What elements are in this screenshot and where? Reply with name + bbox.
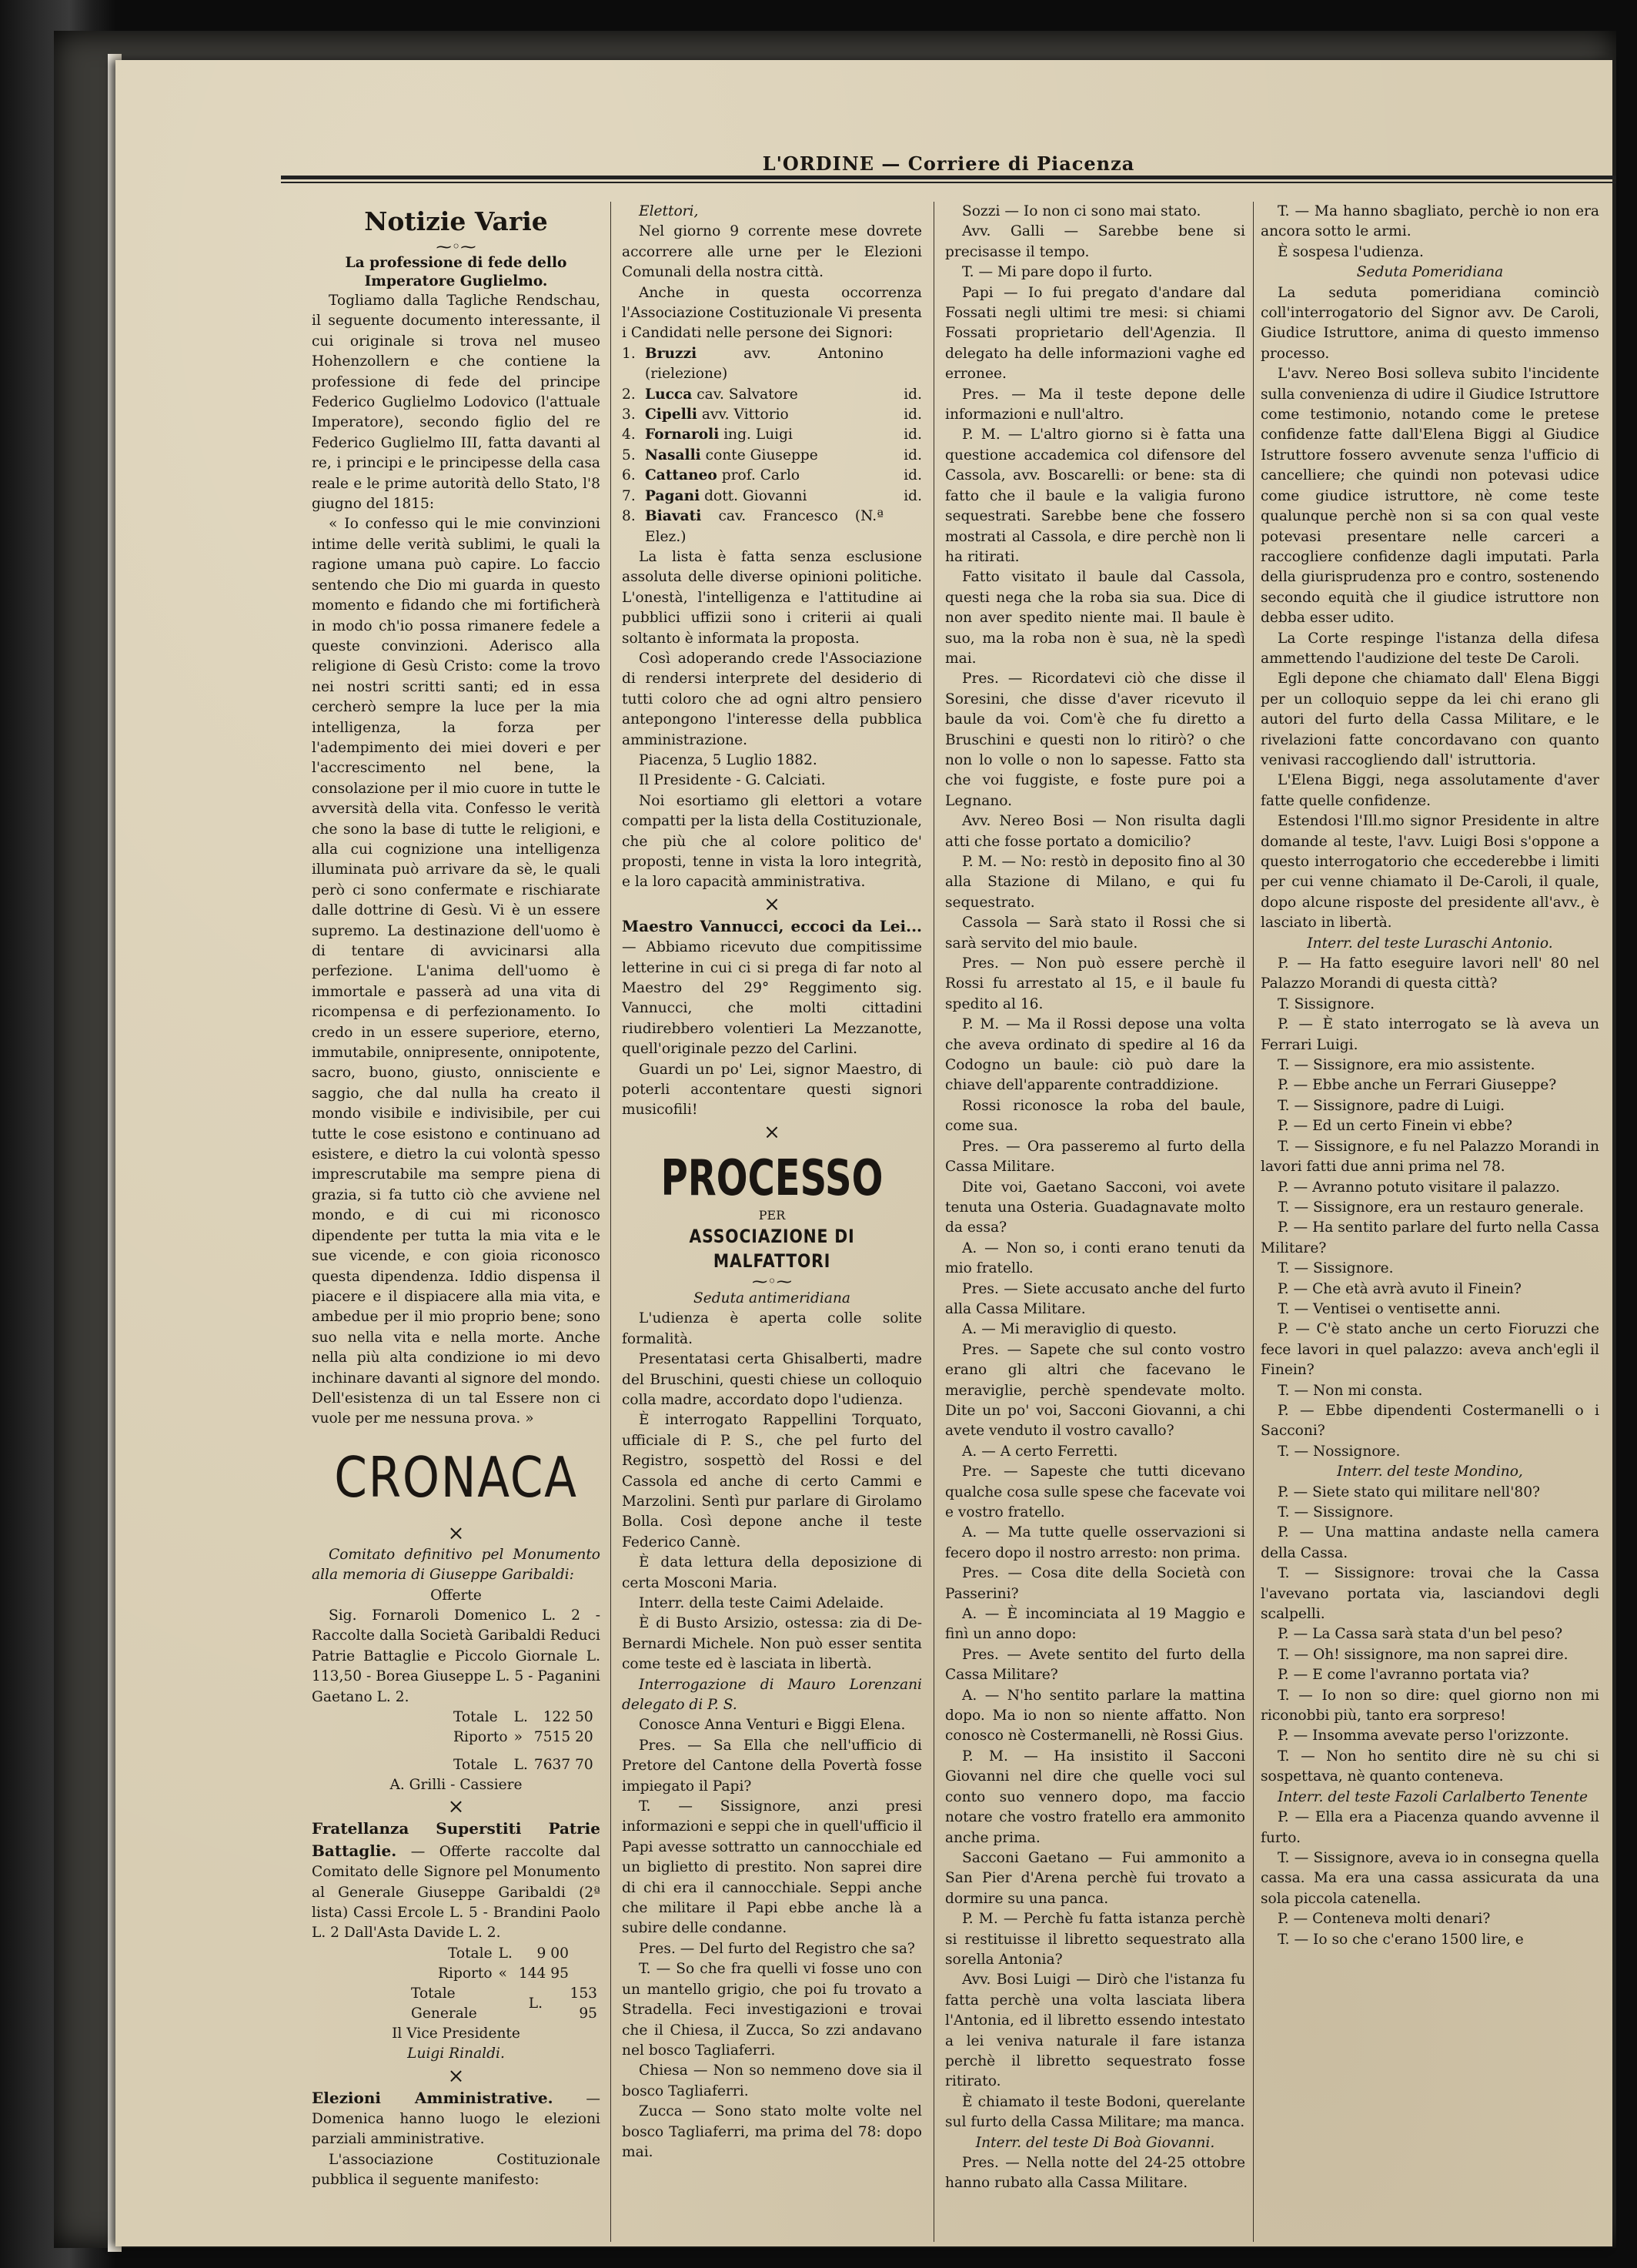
paragraph: Pres. — Cosa dite della Società con Passerini? [945,1565,1245,1602]
paragraph: P. M. — Ha insistito il Sacconi Giovanni nel dire che quelle voci sul conto suo vennero dopo, ma faccio notare che vostro fratello era ammonito anche prima. [945,1748,1245,1846]
candidate-number: 6. [622,467,636,484]
candidate-number: 1. [622,345,636,362]
paragraph: P. M. — No: restò in deposito fino al 30 alla Stazione di Milano, e qui fu sequestrato. [945,854,1245,911]
paragraph: Nel giorno 9 corrente mese dovrete accorrere alle urne per le Elezioni Comunali della nostra città. [622,223,922,281]
candidate-row [622,425,922,445]
candidate-surname: Pagani [645,487,700,504]
paragraph: T. — Sissignore, e fu nel Palazzo Morandi in lavori fatti due anni prima nel 78. [1261,1138,1599,1176]
paragraph: T. — Io non so dire: quel giorno non mi riconobbi più, tanto era sorpreso! [1261,1687,1599,1724]
paragraph: Rossi riconosce la roba del baule, come sua. [945,1097,1245,1135]
article-headline: Comitato definitivo pel Monumento alla memoria di Giuseppe Garibaldi: [312,1546,600,1584]
candidate-row [622,344,922,385]
paragraph: Noi esortiamo gli elettori a votare compatti per la lista della Costituzionale, che più che al colore politico de' proposti, tenne in vista la loro integrità, e la loro capacità amministrativa. [622,792,922,891]
separator-cross: × [763,1120,780,1144]
total-label: Totale Generale [411,1985,477,2022]
ornament: ⁓◦⁓ [436,237,476,256]
paragraph: P. M. — L'altro giorno si è fatta una questione accademica col difensore del Cassola, avv. Boscarelli: or bene: sta di fatto che il baule e la valigia furono sequestrati. Sarebbe bene che fossero mostrati al Cassola, e dire perchè non li ha ritirati. [945,427,1245,565]
paragraph: — Abbiamo ricevuto due compitissime letterine in cui ci si prega di far noto al Maestro del 29° Reggimento sig. Vannucci, che molti cittadini riudirebbero volentieri La Mezzanotte, quell'originale pezzo del Carlini. [622,939,922,1058]
candidate-number: 5. [622,447,636,463]
masthead: L'ORDINE — Corriere di Piacenza [762,152,1135,175]
paragraph: Avv. Galli — Sarebbe bene si precisasse il tempo. [945,223,1245,260]
subheading: Interr. del teste Fazoli Carlalberto Tenente [1278,1788,1588,1805]
paragraph: La lista è fatta senza esclusione assoluta delle diverse opinioni politiche. L'onestà, l'intelligenza e l'attitudine ai pubblici uffizii sono i criterii ai quali soltanto è informata la proposta. [622,548,922,647]
paragraph: Pres. — Nella notte del 24-25 ottobre hanno rubato alla Cassa Militare. [945,2155,1245,2192]
subheading: Interr. del teste Di Boà Giovanni. [975,2134,1215,2151]
subheading: Seduta Pomeridiana [1356,264,1504,281]
candidate-details: cav. Salvatore [697,386,798,403]
paragraph: P. M. — Perchè fu fatta istanza perchè si restituisse il libretto sequestrato alla sorella Antonia? [945,1911,1245,1968]
candidate-surname: Cipelli [645,406,697,423]
totals-table [450,1708,596,1775]
paragraph: L'Elena Biggi, nega assolutamente d'aver fatte quelle confidenze. [1261,772,1599,809]
paragraph: — Domenica hanno luogo le elezioni parziali amministrative. [312,2090,600,2148]
section-title-processo: PROCESSO [660,1149,884,1207]
total-value: 9 00 [536,1945,569,1962]
candidate-row [622,385,922,405]
column-4 [1261,202,1599,2246]
paragraph: Togliamo dalla Tagliche Rendschau, il seguente documento interessante, il cui originale si trova nel museo Hohenzollern e che contiene la professione di fede del principe Federico Guglielmo Lodovico (l'attuale Imperatore), secondo figlio del re Federico Guglielmo III, fatta davanti al re, i principi e le principesse della casa reale e le prime autorità dello Stato, l'8 giugno del 1815: [312,293,600,513]
candidate-details: prof. Carlo [721,467,800,484]
salutation: Elettori, [639,203,699,219]
candidate-id: id. [904,427,922,443]
total-label: Totale [453,1757,498,1773]
candidate-details: dott. Giovanni [704,487,807,504]
paragraph: T. — Mi pare dopo il furto. [962,264,1153,281]
paragraph: Dite voi, Gaetano Sacconi, voi avete tenuta una Osteria. Guadagnavate molto da essa? [945,1179,1245,1236]
paragraph: T. — Ventisei o ventisette anni. [1278,1300,1501,1317]
currency: L. [498,1945,513,1962]
total-value: 7637 70 [533,1757,593,1773]
paragraph: È data lettura della deposizione di certa Mosconi Maria. [622,1554,922,1591]
paragraph: La Corte respinge l'istanza della difesa ammettendo l'audizione del teste De Caroli. [1261,630,1599,667]
paragraph: P. — La Cassa sarà stata d'un bel peso? [1278,1626,1563,1643]
currency: » [513,1729,523,1745]
candidate-surname: Cattaneo [645,467,717,484]
currency: L. [528,1995,543,2012]
paragraph: T. — Ma hanno sbagliato, perchè io non era ancora sotto le armi. [1261,203,1599,240]
candidate-row [622,466,922,486]
article-headline: Maestro Vannucci, eccoci da Lei... [622,916,922,935]
candidate-row [622,507,922,547]
candidate-id: id. [904,487,922,504]
paragraph: T. — Io so che c'erano 1500 lire, e [1278,1931,1524,1948]
paragraph: T. — Sissignore: trovai che la Cassa l'avevano portata via, lasciandovi degli scalpelli. [1261,1565,1599,1623]
section-subtitle: PER [758,1207,786,1223]
paragraph: T. — Sissignore. [1278,1504,1394,1520]
candidate-number: 4. [622,427,636,443]
candidate-id: id. [904,467,922,484]
paragraph: Pres. — Ma il teste depone delle informazioni e null'altro. [945,386,1245,423]
paragraph: Avv. Nereo Bosi — Non risulta dagli atti che fosse portato a domicilio? [945,813,1245,850]
section-subtitle: ASSOCIAZIONE DI MALFATTORI [689,1225,855,1272]
paragraph: A. — Ma tutte quelle osservazioni si fecero dopo il nostro arresto: non prima. [945,1524,1245,1561]
ornament: ⁓◦⁓ [752,1271,792,1290]
paragraph: Sozzi — Io non ci sono mai stato. [962,203,1201,219]
subheading: Interr. del teste Luraschi Antonio. [1307,935,1553,952]
column-rule [610,202,611,2242]
paragraph: T. — Nossignore. [1278,1443,1401,1460]
candidate-row [622,446,922,466]
paragraph: È interrogato Rappellini Torquato, ufficiale di P. S., che pel furto del Registro, sospettò del Rossi e del Cassola ed anche di certo Cammi e Marzolini. Sentì pur parlare di Girolamo Bolla. Così depone anche il teste Federico Cannè. [622,1412,922,1550]
paragraph: Pres. — Ora passeremo al furto della Cassa Militare. [945,1138,1245,1176]
paragraph: Pres. — Ricordatevi ciò che disse il Soresini, che disse d'aver ricevuto il baule da voi. Com'è che fu diretto a Bruschini e questi non lo ritirò? o che non lo volle o non lo sapesse. Fatto sta che voi fuggiste, e foste pure poi a Legnano. [945,671,1245,809]
candidate-id: id. [904,386,922,403]
paragraph: Pres. — Sa Ella che nell'ufficio di Pretore del Cantone della Povertà fosse impiegato il Papi? [622,1737,922,1795]
column-rule [1253,202,1254,2242]
paragraph: L'associazione Costituzionale pubblica il seguente manifesto: [312,2151,600,2189]
paragraph: Guardi un po' Lei, signor Maestro, di poterli accontentare questi signori musicofili! [622,1061,922,1119]
paragraph: L'avv. Nereo Bosi solleva subito l'incidente sulla convenienza di udire il Giudice Istruttore come testimonio, notando come le pretese confidenze fatte dall'Elena Biggi al Giudice Istruttore fossero avvenute senza l'ufficio di cancelliere; che quindi non potevasi udice come giudice istruttore, nè come teste qualunque perchè non si sa con qual veste potevasi presentare nelle carceri a raccogliere confidenze dagli imputati. Parla della giurisprudenza pro e contro, sostenendo secondo equità che il giudice istruttore non debba esser udito. [1261,366,1599,627]
candidate-surname: Nasalli [645,447,701,463]
article-headline: Fratellanza Superstiti Patrie Battaglie. [312,1819,600,1860]
candidate-number: 2. [622,386,636,403]
subheading: Interrogazione di Mauro Lorenzani delegato di P. S. [622,1676,922,1713]
subheading: Offerte [430,1587,482,1604]
totals-table [435,1944,572,1984]
paragraph: P. — Avranno potuto visitare il palazzo. [1278,1179,1560,1196]
separator-cross: × [447,1521,465,1545]
masthead-rule-thin [281,182,1616,183]
subheading: Interr. del teste Mondino, [1337,1463,1523,1480]
column-2 [622,202,922,2246]
paragraph: P. M. — Ma il Rossi depose una volta che aveva ordinato di spedire al 16 da Codogno un baule: ciò può dare la chiave dell'apparente contraddizione. [945,1016,1245,1094]
paragraph: Sacconi Gaetano — Fui ammonito a San Pier d'Arena perchè fui trovato a dormire su una panca. [945,1849,1245,1907]
signature: Luigi Rinaldi. [407,2046,505,2062]
candidate-number: 3. [622,406,636,423]
separator-cross: × [447,2064,465,2088]
paragraph: Anche in questa occorrenza l'Associazione Costituzionale Vi presenta i Candidati nelle persone dei Signori: [622,284,922,342]
paragraph: A. — È incominciata al 19 Maggio e finì un anno dopo: [945,1606,1245,1643]
paragraph: È sospesa l'udienza. [1278,243,1424,260]
paragraph: T. — Sissignore, anzi presi informazioni e seppi che in quell'ufficio il Papi avesse sottratto un cannocchiale ed un biglietto di prestito. Non saprei dire di chi era il cannocchiale. Seppi anche che militare il Papi ebbe anche là a subire delle condanne. [622,1798,922,1937]
paragraph: T. — Sissignore, padre di Luigi. [1278,1097,1505,1114]
paragraph: P. — Ed un certo Finein vi ebbe? [1278,1118,1512,1135]
currency: L. [513,1709,528,1725]
currency: L. [513,1757,528,1773]
candidate-id [884,507,922,547]
paragraph: Pres. — Non può essere perchè il Rossi fu arrestato al 15, e il baule fu spedito al 16. [945,955,1245,1012]
paragraph: T. — Oh! sissignore, ma non saprei dire. [1278,1646,1569,1663]
totals-table [408,1984,600,2024]
paragraph: Conosce Anna Venturi e Biggi Elena. [639,1717,906,1734]
paragraph: — Offerte raccolte dal Comitato delle Signore pel Monumento al Generale Giuseppe Garibaldi (2ª lista) Cassi Ercole L. 5 - Brandini Paolo L. 2 Dall'Asta Davide L. 2. [312,1843,600,1942]
candidate-list [622,344,922,547]
separator-cross: × [447,1795,465,1819]
candidate-id: id. [904,447,922,463]
total-value: 153 95 [570,1985,597,2022]
paragraph: P. — Insomma avevate perso l'orizzonte. [1278,1728,1569,1744]
paragraph: Pres. — Avete sentito del furto della Cassa Militare? [945,1646,1245,1684]
total-value: 144 95 [518,1965,569,1982]
section-title: Notizie Varie [364,206,548,236]
column-1 [312,202,600,2246]
total-value: 7515 20 [533,1729,593,1745]
paragraph: Avv. Bosi Luigi — Dirò che l'istanza fu fatta perchè una volta lasciata libera l'Antonia, ed il libretto essendo intestato a lei veniva naturale il fare istanza perchè il libretto sequestrato fosse ritirato. [945,1972,1245,2090]
paragraph: A. — Non so, i conti erano tenuti da mio fratello. [945,1239,1245,1277]
paragraph: Egli depone che chiamato dall' Elena Biggi per un colloquio seppe da lei chi erano gli autori del furto della Cassa Militare, e le rivelazioni fatte concordavano con quanto venivasi raccogliendo dall' istruttoria. [1261,671,1599,768]
paragraph: T. — Sissignore, aveva io in consegna quella cassa. Ma era una cassa assicurata da una sola piccola catenella. [1261,1849,1599,1907]
paragraph: P. — Ebbe anche un Ferrari Giuseppe? [1278,1077,1557,1094]
paragraph: P. — Ha sentito parlare del furto nella Cassa Militare? [1261,1219,1599,1256]
candidate-surname: Lucca [645,386,693,403]
candidate-surname: Bruzzi [645,345,697,362]
paragraph: Zucca — Sono stato molte volte nel bosco Tagliaferri, ma prima del 78: dopo mai. [622,2103,922,2160]
candidate-id [884,344,922,385]
total-value: 122 50 [543,1709,593,1725]
total-label: Totale [453,1709,498,1725]
paragraph: Sig. Fornaroli Domenico L. 2 - Raccolte dalla Società Garibaldi Reduci Patrie Battaglie e Piccolo Giornale L. 113,50 - Borea Giuseppe L. 5 - Paganini Gaetano L. 2. [312,1607,600,1705]
masthead-rule [281,176,1616,179]
paragraph: T. — Non mi consta. [1278,1382,1423,1399]
paragraph: L'udienza è aperta colle solite formalità. [622,1310,922,1347]
signature-title: Il Vice Presidente [392,2025,520,2042]
paragraph: Fatto visitato il baule dal Cassola, questi nega che la roba sia sua. Dice di non aver spedito niente mai. Il baule è suo, ma la roba non è sua, nè la spedì mai. [945,569,1245,667]
paragraph: Pres. — Siete accusato anche del furto alla Cassa Militare. [945,1280,1245,1317]
candidate-number: 7. [622,487,636,504]
paragraph: T. — Sissignore, era mio assistente. [1278,1057,1535,1074]
paragraph: A. — Mi meraviglio di questo. [962,1321,1178,1338]
paragraph: P. — Ha fatto eseguire lavori nell' 80 nel Palazzo Morandi di questa città? [1261,955,1599,992]
candidate-details: cav. Francesco (N.ª Elez.) [645,508,884,545]
paragraph: P. — Siete stato qui militare nell'80? [1278,1484,1540,1500]
paragraph: Interr. della teste Caimi Adelaide. [639,1594,884,1611]
column-3 [945,202,1245,2246]
paragraph: P. — C'è stato anche un certo Fioruzzi che fece lavori in quel palazzo: aveva anch'egli il Finein? [1261,1321,1599,1379]
candidate-details: avv. Antonino (rielezione) [645,345,884,383]
paragraph: Cassola — Sarà stato il Rossi che si sarà servito del mio baule. [945,915,1245,952]
paragraph: Pres. — Sapete che sul conto vostro erano gli altri che facevano le meraviglie, perchè spendevate molto. Dite un po' voi, Sacconi Giovanni, a chi avete venduto il vostro cavallo? [945,1341,1245,1440]
candidate-id: id. [904,406,922,423]
paragraph: È chiamato il teste Bodoni, querelante sul furto della Cassa Militare; ma manca. [945,2093,1245,2131]
paragraph: A. — A certo Ferretti. [962,1443,1118,1460]
candidate-details: avv. Vittorio [701,406,789,423]
paragraph: Così adoperando crede l'Associazione di rendersi interprete del desiderio di tutti coloro che ad ogni altro pensiero antepongono l'interesse della pubblica amministrazione. [622,650,922,748]
paragraph: P. — Conteneva molti denari? [1278,1911,1491,1928]
paragraph: P. — Che età avrà avuto il Finein? [1278,1280,1522,1297]
total-label: Riporto [453,1729,508,1745]
dateline: Piacenza, 5 Luglio 1882. [639,751,817,768]
paragraph: P. — È stato interrogato se là aveva un Ferrari Luigi. [1261,1016,1599,1053]
paragraph: T. — Sissignore, era un restauro generale. [1278,1199,1584,1216]
candidate-row [622,405,922,425]
signature: Il Presidente - G. Calciati. [639,772,826,789]
total-label: Totale [447,1945,493,1962]
paragraph: P. — Una mattina andaste nella camera della Cassa. [1261,1524,1599,1561]
candidate-surname: Fornaroli [645,427,720,443]
article-headline: Elezioni Amministrative. [312,2088,553,2107]
paragraph: T. — Sissignore. [1278,1260,1394,1277]
separator-cross: × [763,892,780,916]
paragraph: La seduta pomeridiana cominciò coll'interrogatorio del Signor avv. De Caroli, Giudice Istruttore, anima di questo immenso processo. [1261,284,1599,362]
candidate-number: 8. [622,508,636,525]
total-label: Riporto [438,1965,493,1982]
paragraph: P. — E come l'avranno portata via? [1278,1667,1529,1684]
paragraph: Papi — Io fui pregato d'andare dal Fossati negli ultimi tre mesi: si chiami Fossati proprietario dell'Agenzia. Il delegato ha delle informazioni vaghe ed erronee. [945,284,1245,383]
paragraph: Presentatasi certa Ghisalberti, madre del Bruschini, questi chiese un colloquio colla madre, accordato dopo l'udienza. [622,1351,922,1408]
paragraph: Pre. — Sapeste che tutti dicevano qualche cosa sulle spese che facevate voi e vostro fratello. [945,1463,1245,1520]
paragraph: T. — Non ho sentito dire nè su chi si sospettava, nè quanto conteneva. [1261,1748,1599,1785]
subheading: Seduta antimeridiana [693,1290,851,1306]
paragraph: T. Sissignore. [1278,995,1375,1012]
section-title-cronaca: CRONACA [334,1444,578,1510]
candidate-details: ing. Luigi [723,427,793,443]
signature: A. Grilli - Cassiere [389,1777,523,1793]
currency: « [498,1965,507,1982]
candidate-surname: Biavati [645,508,702,525]
paragraph: P. — Ella era a Piacenza quando avvenne il furto. [1261,1809,1599,1846]
paragraph: Estendosi l'Ill.mo signor Presidente in altre domande al teste, l'avv. Luigi Bosi s'oppone a questo interrogatorio che eccederebbe i limiti per cui venne chiamato il De-Caroli, il quale, dopo alcune risposte del presidente all'avv., è lasciato in libertà. [1261,813,1599,932]
paragraph: A. — N'ho sentito parlare la mattina dopo. Ma io non so niente affatto. Non conosco nè Costermanelli, nè Rossi Gius. [945,1687,1245,1744]
candidate-row [622,487,922,507]
paragraph: È di Busto Arsizio, ostessa: zia di De-Bernardi Michele. Non può esser sentita come teste ed è lasciata in libertà. [622,1615,922,1673]
paragraph: T. — So che fra quelli vi fosse uno con un mantello grigio, che poi fu trovato a Stradella. Feci investigazioni e trovai che il Chiesa, il Zucca, So zzi andavano nel bosco Tagliaferri. [622,1961,922,2059]
candidate-details: conte Giuseppe [705,447,818,463]
paragraph: Chiesa — Non so nemmeno dove sia il bosco Tagliaferri. [622,2062,922,2099]
paragraph: « Io confesso qui le mie convinzioni intime delle verità sublimi, le quali la ragione umana può capire. Lo faccio sentendo che Dio mi guarda in questo momento e fidando che mi fortificherà in modo ch'io possa rimanere fedele a queste convinzioni. Aderisco alla religione di Gesù Cristo: come la trovo nei nostri scritti santi; ed in essa cercherò sempre la luce per la mia intelligenza, la forza per l'adempimento dei miei doveri e per l'accrescimento nel bene, la consolazione per il mio cuore in tutte le avversità della vita. Confesso le verità che sono la base di tutte le religioni, e alla cui cognizione una intelligenza illuminata può arrivare da sè, le quali però ci sono confermate e rischiarate dalle dottrine di Gesù. Vi è un essere supremo. La destinazione dell'uomo è di tentare di avvicinarsi alla perfezione. L'anima dell'uomo è immortale e passerà ad una vita di ricompensa e di perfezionamento. Io credo in un essere superiore, eterno, immutabile, onnipresente, onnipotente, sacro, buono, giusto, onnisciente e saggio, che dal nulla ha creato il mondo visibile e indivisibile, per cui tutte le cose esistono e continuano ad esistere, e dietro la cui volontà spesso imprescrutabile ma sempre piena di grazia, si fa tutto ciò che avviene nel mondo, e di cui mi riconosco dipendente per tutta la mia vita e le sue vicende, e con gioia riconosco questa dipendenza. Iddio dispensa il piacere e il dispiacere alla mia vita, e ambedue per il mio proprio bene; sono suo nella vita e nella morte. Anche nella più alta condizione io mi devo inchinare davanti al signore del mondo. Dell'esistenza di un tal Essere non ci vuole per me nessuna prova. » [312,516,600,1427]
paragraph: Pres. — Del furto del Registro che sa? [639,1940,915,1957]
article-headline: La professione di fede dello Imperatore Guglielmo. [345,255,567,289]
paragraph: P. — Ebbe dipendenti Costermanelli o i Sacconi? [1261,1402,1599,1440]
